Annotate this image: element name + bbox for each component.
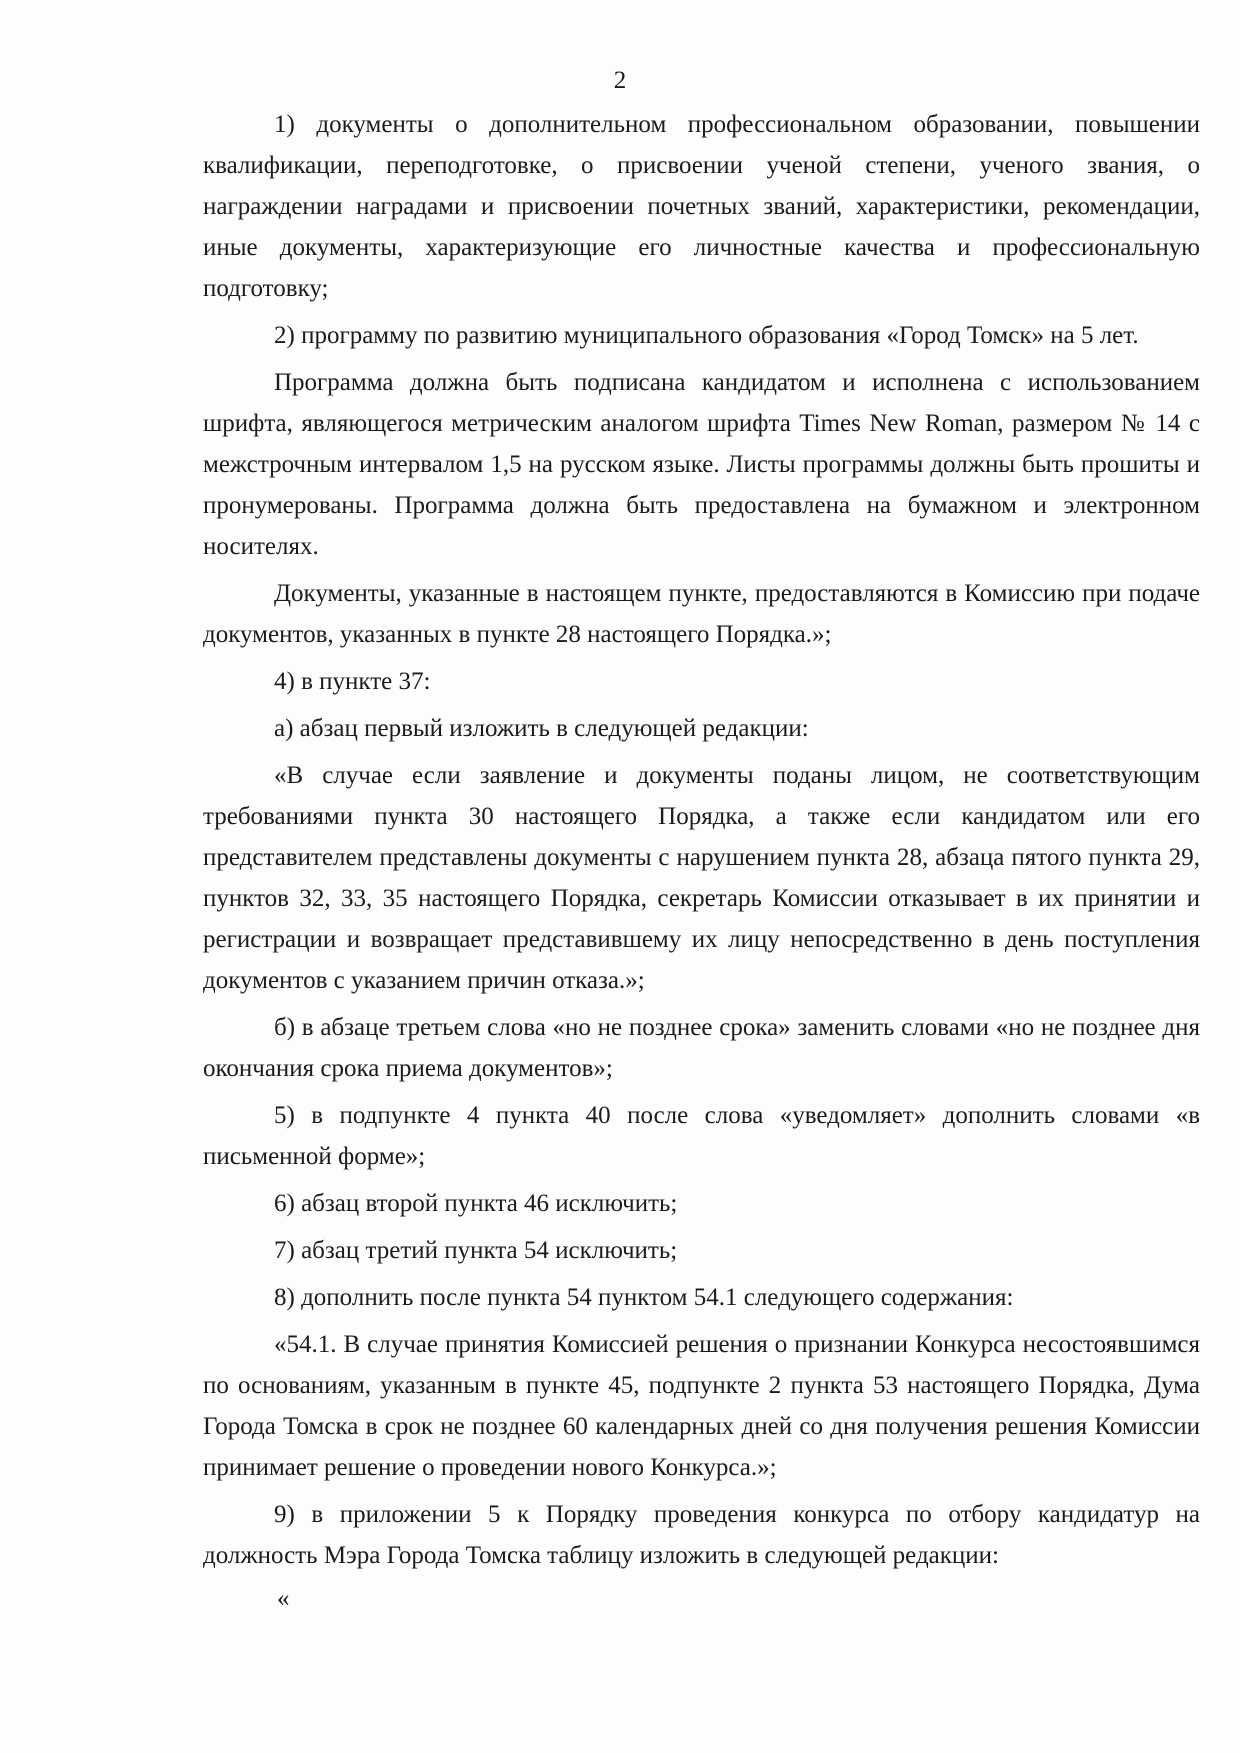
paragraph-item-9: 9) в приложении 5 к Порядку проведения конкурса по отбору кандидатур на должность Мэра Города Томска таблицу изложить в следующей редакции: (203, 1501, 1200, 1569)
paragraph-subitem-b: б) в абзаце третьем слова «но не позднее срока» заменить словами «но не позднее дня окончания срока приема документов»; (203, 1014, 1200, 1082)
paragraph-quoted-refusal: «В случае если заявление и документы поданы лицом, не соответствующим требованиями пункта 30 настоящего Порядка, а также если кандидатом или его представителем представлены документы с нарушением пункта 28, абзаца пятого пункта 29, пунктов 32, 33, 35 настоящего Порядка, секретарь Комиссии отказывает в их принятии и регистрации и возвращает представившему их лицу непосредственно в день поступления документов с указанием причин отказа.»; (203, 762, 1200, 994)
paragraph-item-7: 7) абзац третий пункта 54 исключить; (274, 1237, 678, 1264)
paragraph-item-2-program: 2) программу по развитию муниципального образования «Город Томск» на 5 лет. (274, 322, 1139, 349)
paragraph-documents-submission: Документы, указанные в настоящем пункте, предоставляются в Комиссию при подаче документов, указанных в пункте 28 настоящего Порядка.»; (203, 580, 1200, 648)
paragraph-quoted-54-1: «54.1. В случае принятия Комиссией решения о признании Конкурса несостоявшимся по основаниям, указанным в пункте 45, подпункте 2 пункта 53 настоящего Порядка, Дума Города Томска в срок не позднее 60 календарных дней со дня получения решения Комиссии принимает решение о проведении нового Конкурса.»; (203, 1331, 1200, 1481)
paragraph-item-4-point-37: 4) в пункте 37: (274, 668, 431, 695)
paragraph-item-5: 5) в подпункте 4 пункта 40 после слова «уведомляет» дополнить словами «в письменной форме»; (203, 1102, 1200, 1170)
paragraph-subitem-a: а) абзац первый изложить в следующей редакции: (274, 715, 809, 742)
opening-quote-mark: « (277, 1585, 290, 1612)
paragraph-program-requirements: Программа должна быть подписана кандидатом и исполнена с использованием шрифта, являющегося метрическим аналогом шрифта Times New Roman, размером № 14 с межстрочным интервалом 1,5 на русском языке. Листы программы должны быть прошиты и пронумерованы. Программа должна быть предоставлена на бумажном и электронном носителях. (203, 369, 1200, 560)
document-body (203, 104, 1200, 1576)
paragraph-item-8: 8) дополнить после пункта 54 пунктом 54.1 следующего содержания: (274, 1284, 1014, 1311)
paragraph-item-6: 6) абзац второй пункта 46 исключить; (274, 1190, 678, 1217)
page-number: 2 (613, 67, 627, 94)
paragraph-item-1-documents: 1) документы о дополнительном профессиональном образовании, повышении квалификации, переподготовке, о присвоении ученой степени, ученого звания, о награждении наградами и присвоении почетных званий, характеристики, рекомендации, иные документы, характеризующие его личностные качества и профессиональную подготовку; (203, 111, 1200, 302)
